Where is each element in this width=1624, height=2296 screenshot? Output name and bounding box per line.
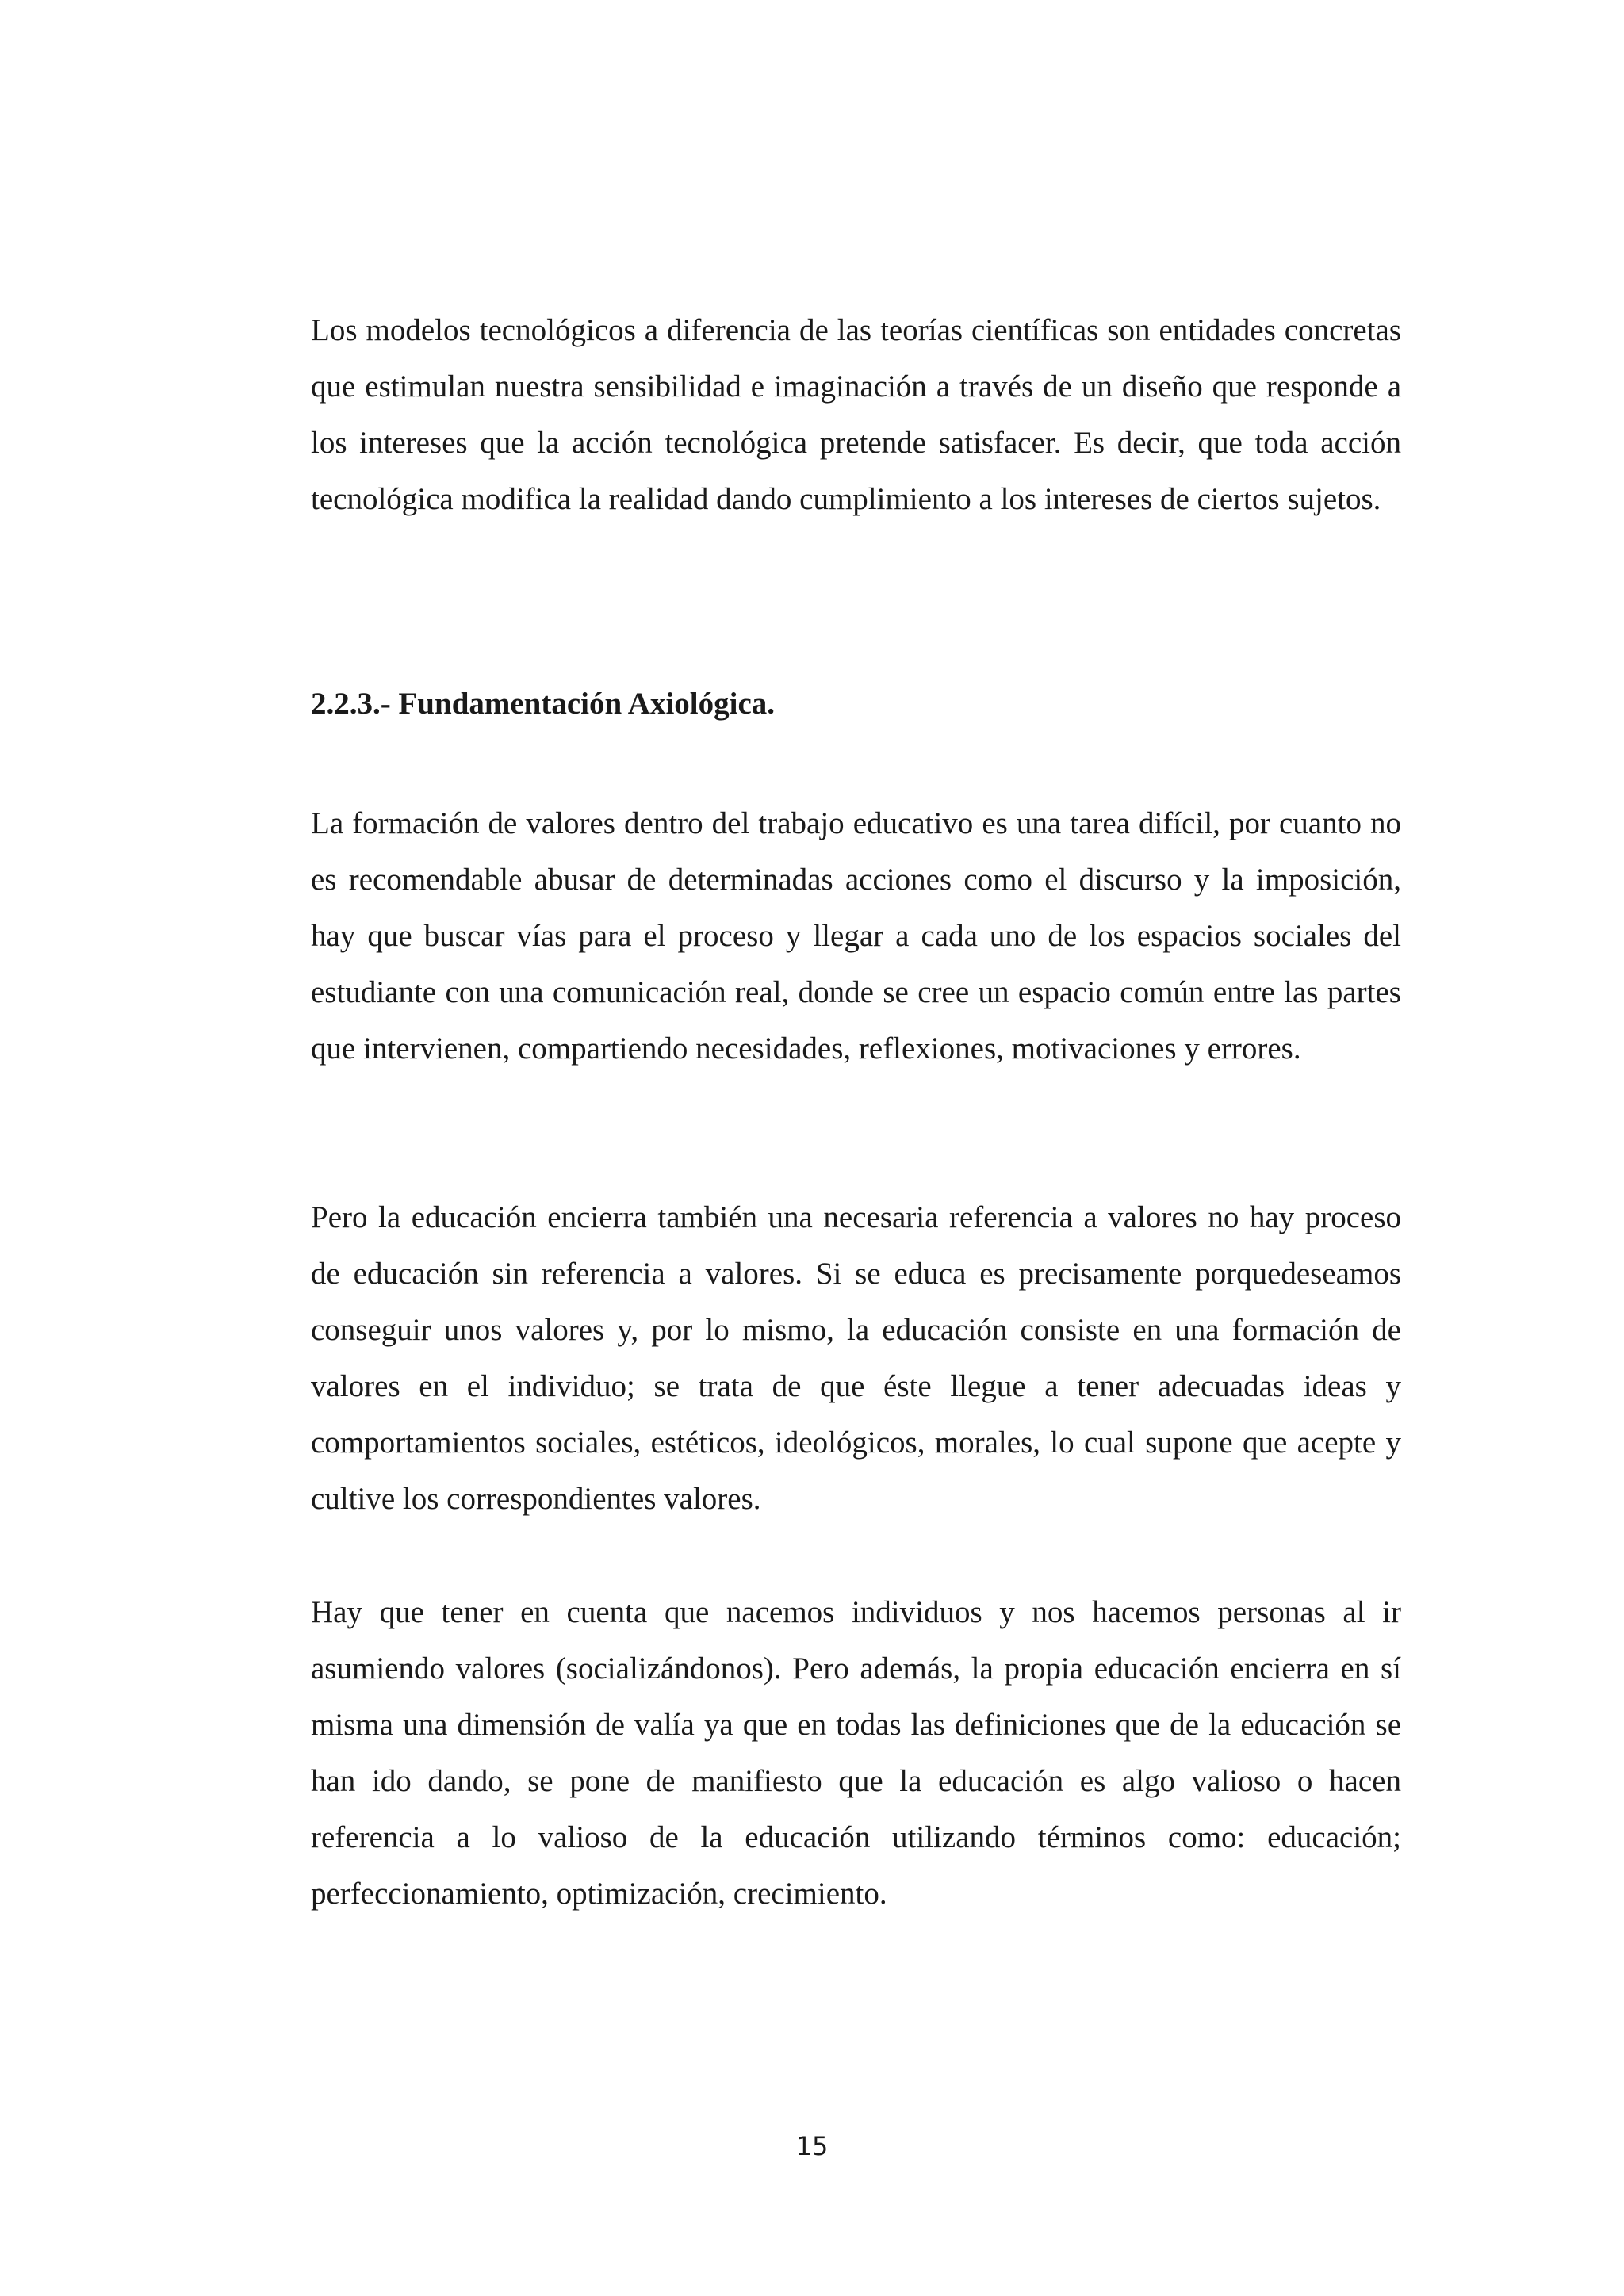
page-number: 15 xyxy=(795,2131,829,2161)
body-paragraph: Los modelos tecnológicos a diferencia de las teorías científicas son entidades concretas que estimulan nuestra sensibilidad e imaginación a través de un diseño que responde a los intereses que la acción tecnológica pretende satisfacer. Es decir, que toda acción tecnológica modifica la realidad dando cumplimiento a los intereses de ciertos sujetos. xyxy=(311,313,1401,516)
body-paragraph: Pero la educación encierra también una necesaria referencia a valores no hay proceso de educación sin referencia a valores. Si se educa es precisamente porquedeseamos conseguir unos valores y, por lo mismo, la educación consiste en una formación de valores en el individuo; se trata de que éste llegue a tener adecuadas ideas y comportamientos sociales, estéticos, ideológicos, morales, lo cual supone que acepte y cultive los correspondientes valores. xyxy=(311,1200,1401,1516)
body-paragraph: La formación de valores dentro del trabajo educativo es una tarea difícil, por cuanto no es recomendable abusar de determinadas acciones como el discurso y la imposición, hay que buscar vías para el proceso y llegar a cada uno de los espacios sociales del estudiante con una comunicación real, donde se cree un espacio común entre las partes que intervienen, compartiendo necesidades, reflexiones, motivaciones y errores. xyxy=(311,806,1401,1066)
section-heading: 2.2.3.- Fundamentación Axiológica. xyxy=(311,687,776,721)
body-paragraph: Hay que tener en cuenta que nacemos individuos y nos hacemos personas al ir asumiendo valores (socializándonos). Pero además, la propia educación encierra en sí misma una dimensión de valía ya que en todas las definiciones que de la educación se han ido dando, se pone de manifiesto que la educación es algo valioso o hacen referencia a lo valioso de la educación utilizando términos como: educación; perfeccionamiento, optimización, crecimiento. xyxy=(311,1595,1401,1911)
